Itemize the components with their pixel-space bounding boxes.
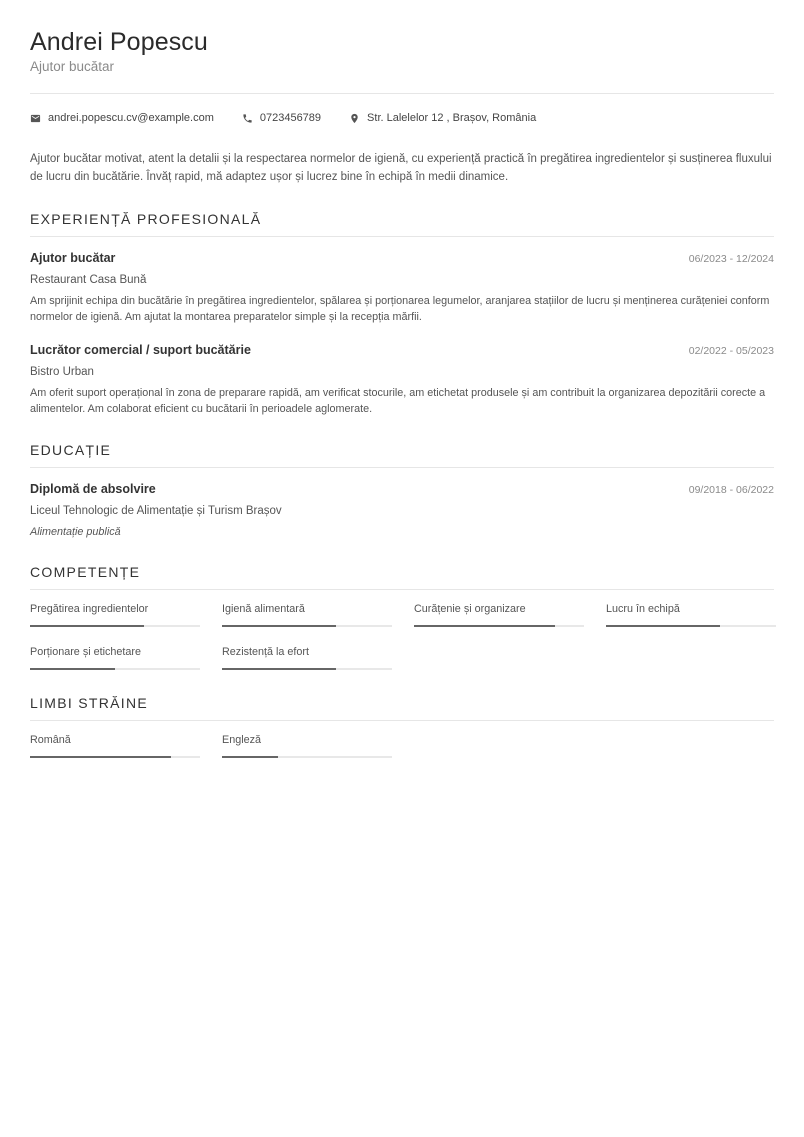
- languages-section: [30, 694, 774, 758]
- education-heading: EDUCAȚIE: [30, 442, 112, 458]
- job-position: Ajutor bucătar: [30, 251, 116, 265]
- language-level-track: [222, 756, 392, 758]
- language-item: [222, 733, 392, 758]
- language-item: [30, 733, 200, 758]
- skill-label: Pregătirea ingredientelor: [30, 603, 149, 615]
- skill-level-track: [222, 625, 392, 627]
- phone-icon: [242, 113, 253, 124]
- skills-heading: COMPETENȚE: [30, 564, 141, 580]
- job-dates: 06/2023 - 12/2024: [688, 253, 774, 265]
- education-section: [30, 441, 774, 539]
- skill-level-track: [222, 668, 392, 670]
- language-level-fill: [222, 756, 278, 758]
- field-of-study: Alimentație publică: [30, 526, 121, 538]
- contact-bar: [30, 111, 774, 125]
- skill-level-fill: [606, 625, 720, 627]
- skill-level-track: [414, 625, 584, 627]
- education-dates: 09/2018 - 06/2022: [688, 484, 774, 496]
- contact-email[interactable]: [30, 112, 214, 124]
- language-label: Română: [30, 734, 71, 746]
- language-level-fill: [30, 756, 171, 758]
- candidate-name: Andrei Popescu: [30, 28, 208, 56]
- school-name: Liceul Tehnologic de Alimentație și Turism Brașov: [30, 505, 282, 517]
- languages-grid: [30, 733, 774, 758]
- employer-name: Restaurant Casa Bună: [30, 274, 147, 286]
- section-divider: [30, 589, 774, 590]
- mail-icon: [30, 113, 41, 124]
- experience-entry: [30, 250, 774, 325]
- skill-item: [30, 602, 200, 627]
- skill-level-fill: [414, 625, 555, 627]
- header-divider: [30, 93, 774, 94]
- experience-entry: [30, 342, 774, 417]
- skill-level-fill: [222, 668, 336, 670]
- job-dates: 02/2022 - 05/2023: [688, 345, 774, 357]
- contact-address: [349, 112, 536, 124]
- skill-label: Porționare și etichetare: [30, 646, 142, 658]
- job-title: Ajutor bucătar: [30, 59, 115, 74]
- skill-item: [606, 602, 776, 627]
- job-position: Lucrător comercial / suport bucătărie: [30, 343, 251, 357]
- skill-label: Lucru în echipă: [606, 603, 680, 615]
- skill-level-track: [30, 668, 200, 670]
- experience-section: [30, 210, 774, 417]
- skill-level-fill: [30, 625, 144, 627]
- experience-heading: EXPERIENȚĂ PROFESIONALĂ: [30, 211, 262, 227]
- employer-name: Bistro Urban: [30, 366, 94, 378]
- profile-summary: Ajutor bucătar motivat, atent la detalii și la respectarea normelor de igienă, cu experiență practică în pregătirea ingredientelor și susținerea fluxului de lucru din bucătărie. Învăț rapid, mă adaptez ușor și lucrez bine în echipă în medii dinamice.: [30, 153, 772, 183]
- skill-level-fill: [30, 668, 115, 670]
- skills-grid: [30, 602, 774, 670]
- section-divider: [30, 720, 774, 721]
- skills-section: [30, 563, 774, 670]
- degree-title: Diplomă de absolvire: [30, 482, 156, 496]
- skill-item: [30, 645, 200, 670]
- job-description: Am oferit suport operațional în zona de preparare rapidă, am verificat stocurile, am etichetat produsele și am contribuit la organizarea depozitării corecte a alimentelor. Am colaborat eficient cu bucătarii în perioadele aglomerate.: [30, 387, 766, 415]
- contact-phone[interactable]: [242, 112, 321, 124]
- skill-label: Curățenie și organizare: [414, 603, 526, 615]
- skill-label: Rezistență la efort: [222, 646, 310, 658]
- skill-level-track: [30, 625, 200, 627]
- skill-item: [222, 602, 392, 627]
- education-entry: [30, 481, 774, 539]
- phone-text: 0723456789: [259, 112, 322, 124]
- location-pin-icon: [349, 113, 360, 124]
- email-text: andrei.popescu.cv@example.com: [48, 112, 214, 124]
- skill-item: [222, 645, 392, 670]
- section-divider: [30, 236, 774, 237]
- header: [30, 28, 774, 75]
- skill-label: Igienă alimentară: [222, 603, 305, 615]
- job-description: Am sprijinit echipa din bucătărie în pregătirea ingredientelor, spălarea și porționarea legumelor, aranjarea stațiilor de lucru și menținerea curățeniei conform normelor de igienă. Am ajutat la montarea preparatelor simple și la recepția mărfii.: [30, 295, 770, 323]
- section-divider: [30, 467, 774, 468]
- language-label: Engleză: [222, 734, 262, 746]
- skill-level-track: [606, 625, 776, 627]
- language-level-track: [30, 756, 200, 758]
- skill-level-fill: [222, 625, 336, 627]
- languages-heading: LIMBI STRĂINE: [30, 695, 149, 711]
- skill-item: [414, 602, 584, 627]
- address-text: Str. Lalelelor 12 , Brașov, România: [367, 112, 537, 124]
